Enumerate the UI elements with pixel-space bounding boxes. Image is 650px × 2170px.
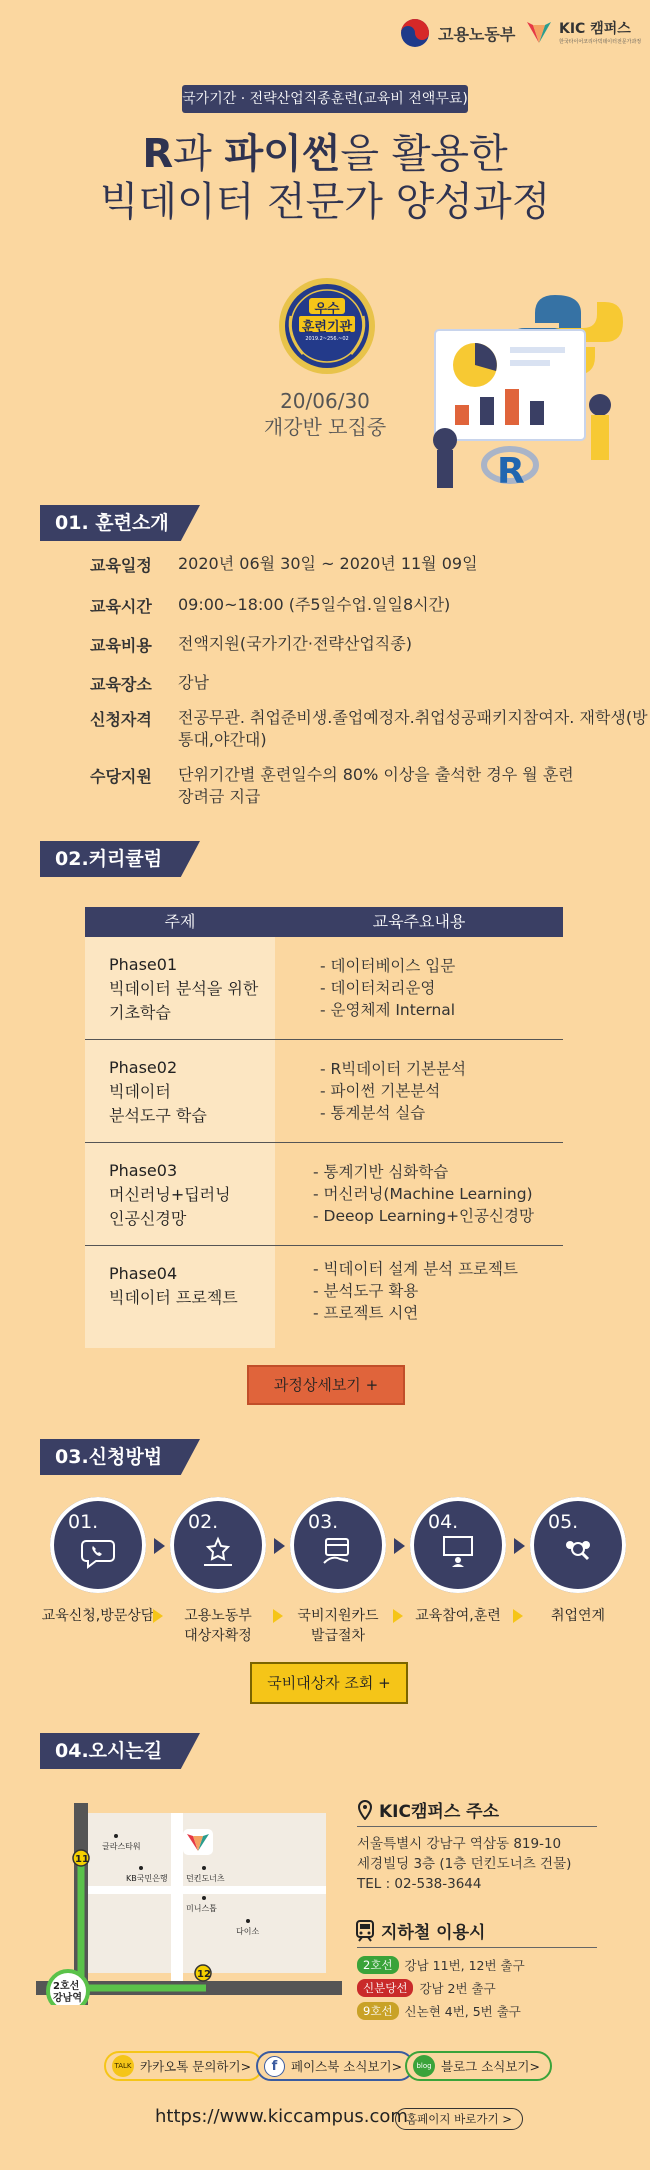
table-header-content: 교육주요내용 <box>372 912 466 931</box>
content-item: - 통계기반 심화학습 <box>313 1163 449 1181</box>
subway-exit-text: 강남 11번, 12번 출구 <box>404 1958 525 1973</box>
step-number: 01. <box>68 1511 99 1533</box>
info-key: 신청자격 <box>90 710 152 729</box>
info-row-allowance <box>90 764 578 808</box>
step-label-line: 고용노동부 <box>184 1608 252 1624</box>
phase-cell <box>85 1040 275 1142</box>
kakao-inquiry-label: 카카오톡 문의하기> <box>140 2059 252 2074</box>
station-line-label: 2호선 <box>53 1981 80 1992</box>
map-label-ministop: 미니스톱 <box>186 1904 217 1913</box>
subway-exit-text: 신논현 4번, 5번 출구 <box>404 2004 521 2019</box>
content-cell <box>275 1040 563 1142</box>
subway-line-badge: 2호선 <box>357 1956 399 1974</box>
content-cell <box>275 1246 563 1348</box>
address-heading <box>357 1797 499 1822</box>
step-label <box>38 1606 158 1626</box>
step-label <box>158 1606 278 1646</box>
phase-topic: 인공신경망 <box>109 1209 187 1228</box>
info-key: 교육장소 <box>90 675 152 694</box>
moel-label: 고용노동부 <box>438 24 516 44</box>
open-date <box>240 388 410 440</box>
phase-label: Phase01 <box>109 955 178 974</box>
step-circle-2 <box>170 1497 266 1593</box>
step-circle-1 <box>50 1497 146 1593</box>
table-row <box>85 1040 563 1143</box>
step-label-line: 국비지원카드 <box>297 1608 379 1624</box>
website-url[interactable]: https://www.kiccampus.com <box>155 2106 408 2127</box>
phase-label: Phase03 <box>109 1161 178 1180</box>
map-label-glass-tower: 글라스타워 <box>102 1842 141 1851</box>
phase-label: Phase04 <box>109 1264 178 1283</box>
people-search-icon <box>560 1533 596 1569</box>
phase-topic: 빅데이터 <box>109 1082 171 1101</box>
content-item: - R빅데이터 기본분석 <box>320 1060 467 1078</box>
title-r: R <box>142 131 174 177</box>
phase-topic: 기초학습 <box>109 1003 171 1022</box>
subway-line-badge: 신분당선 <box>357 1979 413 1997</box>
content-cell <box>275 1143 563 1245</box>
subway-exit-text: 강남 2번 출구 <box>419 1981 496 1996</box>
phase-cell <box>85 1246 275 1348</box>
badge-mid: 훈련기관 <box>301 320 353 335</box>
table-row <box>85 1143 563 1246</box>
step-label-line: 대상자확정 <box>184 1628 252 1644</box>
phase-topic: 머신러닝+딥러닝 <box>109 1185 231 1204</box>
address-line: 세경빌딩 3층 (1층 던킨도너츠 건물) <box>357 1856 572 1872</box>
step-circle-5 <box>530 1497 626 1593</box>
address-tel: TEL : 02-538-3644 <box>357 1876 482 1892</box>
kic-emblem-icon <box>525 19 553 45</box>
kic-logo <box>525 18 641 45</box>
data-analysis-illustration <box>425 285 640 495</box>
open-status: 개강반 모집중 <box>263 415 387 439</box>
badge-top: 우수 <box>314 302 340 317</box>
section-title-curriculum: 02.커리큘럼 <box>55 848 163 870</box>
subway-title: 지하철 이용시 <box>381 1923 486 1943</box>
section-title-intro: 01. 훈련소개 <box>55 512 169 534</box>
training-board-icon <box>440 1533 476 1569</box>
phase-topic: 빅데이터 분석을 위한 <box>109 979 259 998</box>
blog-icon: blog <box>413 2055 435 2077</box>
eligibility-lookup-button[interactable]: 국비대상자 조회 + <box>250 1662 408 1704</box>
step-label-line: 취업연계 <box>550 1608 606 1624</box>
map-label-dunkin: 던킨도너츠 <box>186 1874 225 1883</box>
table-row <box>85 937 563 1040</box>
kic-sub: 한국타이어코리아빅데이터전문가과정 <box>559 39 642 45</box>
content-item: - 프로젝트 시연 <box>313 1304 419 1322</box>
subway-row <box>357 2002 521 2020</box>
divider <box>357 1947 597 1948</box>
info-value: 09:00~18:00 (주5일수업.일일8시간) <box>178 595 451 614</box>
step-circle-4 <box>410 1497 506 1593</box>
blog-news-label: 블로그 소식보기> <box>441 2059 540 2074</box>
map-label-daiso: 다이소 <box>236 1927 260 1936</box>
subway-line-badge: 9호선 <box>357 2002 399 2020</box>
star-hand-icon <box>200 1533 236 1569</box>
phase-cell <box>85 937 275 1039</box>
step-label-line: 교육신청,방문상담 <box>41 1608 155 1624</box>
step-arrow <box>394 1538 405 1554</box>
table-row <box>85 1246 563 1348</box>
title-end: 을 활용한 <box>340 131 508 177</box>
info-row-eligibility <box>90 707 650 751</box>
divider <box>357 1826 597 1827</box>
subway-train-icon <box>355 1920 375 1942</box>
title-mid: 과 <box>173 131 225 177</box>
step-number: 02. <box>188 1511 219 1533</box>
content-item: - 빅데이터 설계 분석 프로젝트 <box>313 1260 518 1278</box>
step-label <box>398 1606 518 1626</box>
info-value: 단위기간별 훈련일수의 80% 이상을 출석한 경우 월 훈련장려금 지급 <box>178 765 574 806</box>
station-name-label: 강남역 <box>53 1993 82 2004</box>
kic-map-marker-icon <box>183 1829 213 1855</box>
info-row-hours <box>90 594 650 617</box>
section-title-apply: 03.신청방법 <box>55 1446 163 1468</box>
phase-topic: 빅데이터 프로젝트 <box>109 1288 238 1307</box>
curriculum-table <box>85 907 563 1348</box>
kakao-talk-icon: TALK <box>112 2055 134 2077</box>
step-number: 05. <box>548 1511 579 1533</box>
facebook-news-label: 페이스북 소식보기> <box>291 2059 403 2074</box>
info-row-schedule <box>90 553 650 576</box>
card-hand-icon <box>320 1533 356 1569</box>
step-label <box>518 1606 638 1626</box>
subway-heading <box>355 1918 485 1943</box>
step-label-line: 발급절차 <box>310 1628 366 1644</box>
title-python: 파이썬 <box>224 131 341 177</box>
content-item: - 데이터베이스 입문 <box>320 957 456 975</box>
step-label <box>278 1606 398 1646</box>
info-key: 교육비용 <box>90 636 152 655</box>
course-detail-button[interactable]: 과정상세보기 + <box>247 1365 405 1405</box>
section-header-intro <box>40 505 205 541</box>
content-item: - 통계분석 실습 <box>320 1104 426 1122</box>
section-header-location <box>40 1733 205 1769</box>
excellence-badge <box>277 276 377 376</box>
address-line: 서울특별시 강남구 역삼동 819-10 <box>357 1836 562 1852</box>
homepage-button[interactable]: 홈페이지 바로가기 > <box>395 2108 523 2130</box>
step-arrow <box>154 1538 165 1554</box>
info-value: 강남 <box>178 673 209 692</box>
info-row-cost <box>90 633 650 656</box>
kakao-inquiry-button[interactable] <box>104 2051 263 2081</box>
content-item: - Deeop Learning+인공신경망 <box>313 1207 534 1225</box>
table-header <box>85 907 563 937</box>
content-item: - 파이썬 기본분석 <box>320 1082 441 1100</box>
content-item: - 분석도구 확용 <box>313 1282 419 1300</box>
phone-chat-icon <box>80 1533 116 1569</box>
phase-cell <box>85 1143 275 1245</box>
phase-topic: 분석도구 학습 <box>109 1106 207 1125</box>
info-value: 전액지원(국가기간·전략산업직종) <box>178 634 412 653</box>
info-row-place <box>90 672 650 695</box>
info-value: 2020년 06월 30일 ~ 2020년 11월 09일 <box>178 554 478 573</box>
table-header-topic: 주제 <box>164 912 196 931</box>
open-date-value: 20/06/30 <box>280 389 370 413</box>
page-title-line2: 빅데이터 전문가 양성과정 <box>99 179 551 225</box>
step-number: 04. <box>428 1511 459 1533</box>
badge-small: 2019.2~256.~02 <box>305 336 349 342</box>
content-cell <box>275 937 563 1039</box>
exit-11-label: 11 <box>75 1854 89 1865</box>
step-circle-3 <box>290 1497 386 1593</box>
info-key: 수당지원 <box>90 767 152 786</box>
step-label-line: 교육참여,훈련 <box>415 1608 501 1624</box>
facebook-icon: f <box>264 2056 285 2077</box>
section-header-curriculum <box>40 841 205 877</box>
blog-news-button[interactable] <box>405 2051 552 2081</box>
exit-12-label: 12 <box>197 1969 211 1980</box>
info-value: 전공무관. 취업준비생.졸업예정자.취업성공패키지참여자. 재학생(방통대,야간대) <box>178 708 648 749</box>
subway-row <box>357 1979 496 1997</box>
section-title-location: 04.오시는길 <box>55 1740 163 1762</box>
phase-label: Phase02 <box>109 1058 178 1077</box>
step-arrow <box>514 1538 525 1554</box>
facebook-news-button[interactable] <box>256 2051 414 2081</box>
step-arrow <box>274 1538 285 1554</box>
section-header-apply <box>40 1439 205 1475</box>
address-title: KIC캠퍼스 주소 <box>379 1802 500 1822</box>
subway-row <box>357 1956 525 1974</box>
info-key: 교육일정 <box>90 556 152 575</box>
location-pin-icon <box>357 1800 373 1820</box>
course-tag: 국가기간 · 전략산업직종훈련(교육비 전액무료) <box>182 85 468 113</box>
location-map <box>36 1803 342 2005</box>
info-key: 교육시간 <box>90 597 152 616</box>
moel-emblem-icon <box>400 18 430 48</box>
content-item: - 운영체제 Internal <box>320 1001 456 1019</box>
kic-label: KIC 캠퍼스 <box>559 21 631 37</box>
content-item: - 데이터처리운영 <box>320 979 436 997</box>
address-text <box>357 1834 571 1894</box>
step-number: 03. <box>308 1511 339 1533</box>
svg-text:R: R <box>497 451 525 492</box>
content-item: - 머신러닝(Machine Learning) <box>313 1185 533 1203</box>
moel-logo <box>400 18 515 48</box>
map-label-kb-bank: KB국민은행 <box>126 1874 168 1883</box>
